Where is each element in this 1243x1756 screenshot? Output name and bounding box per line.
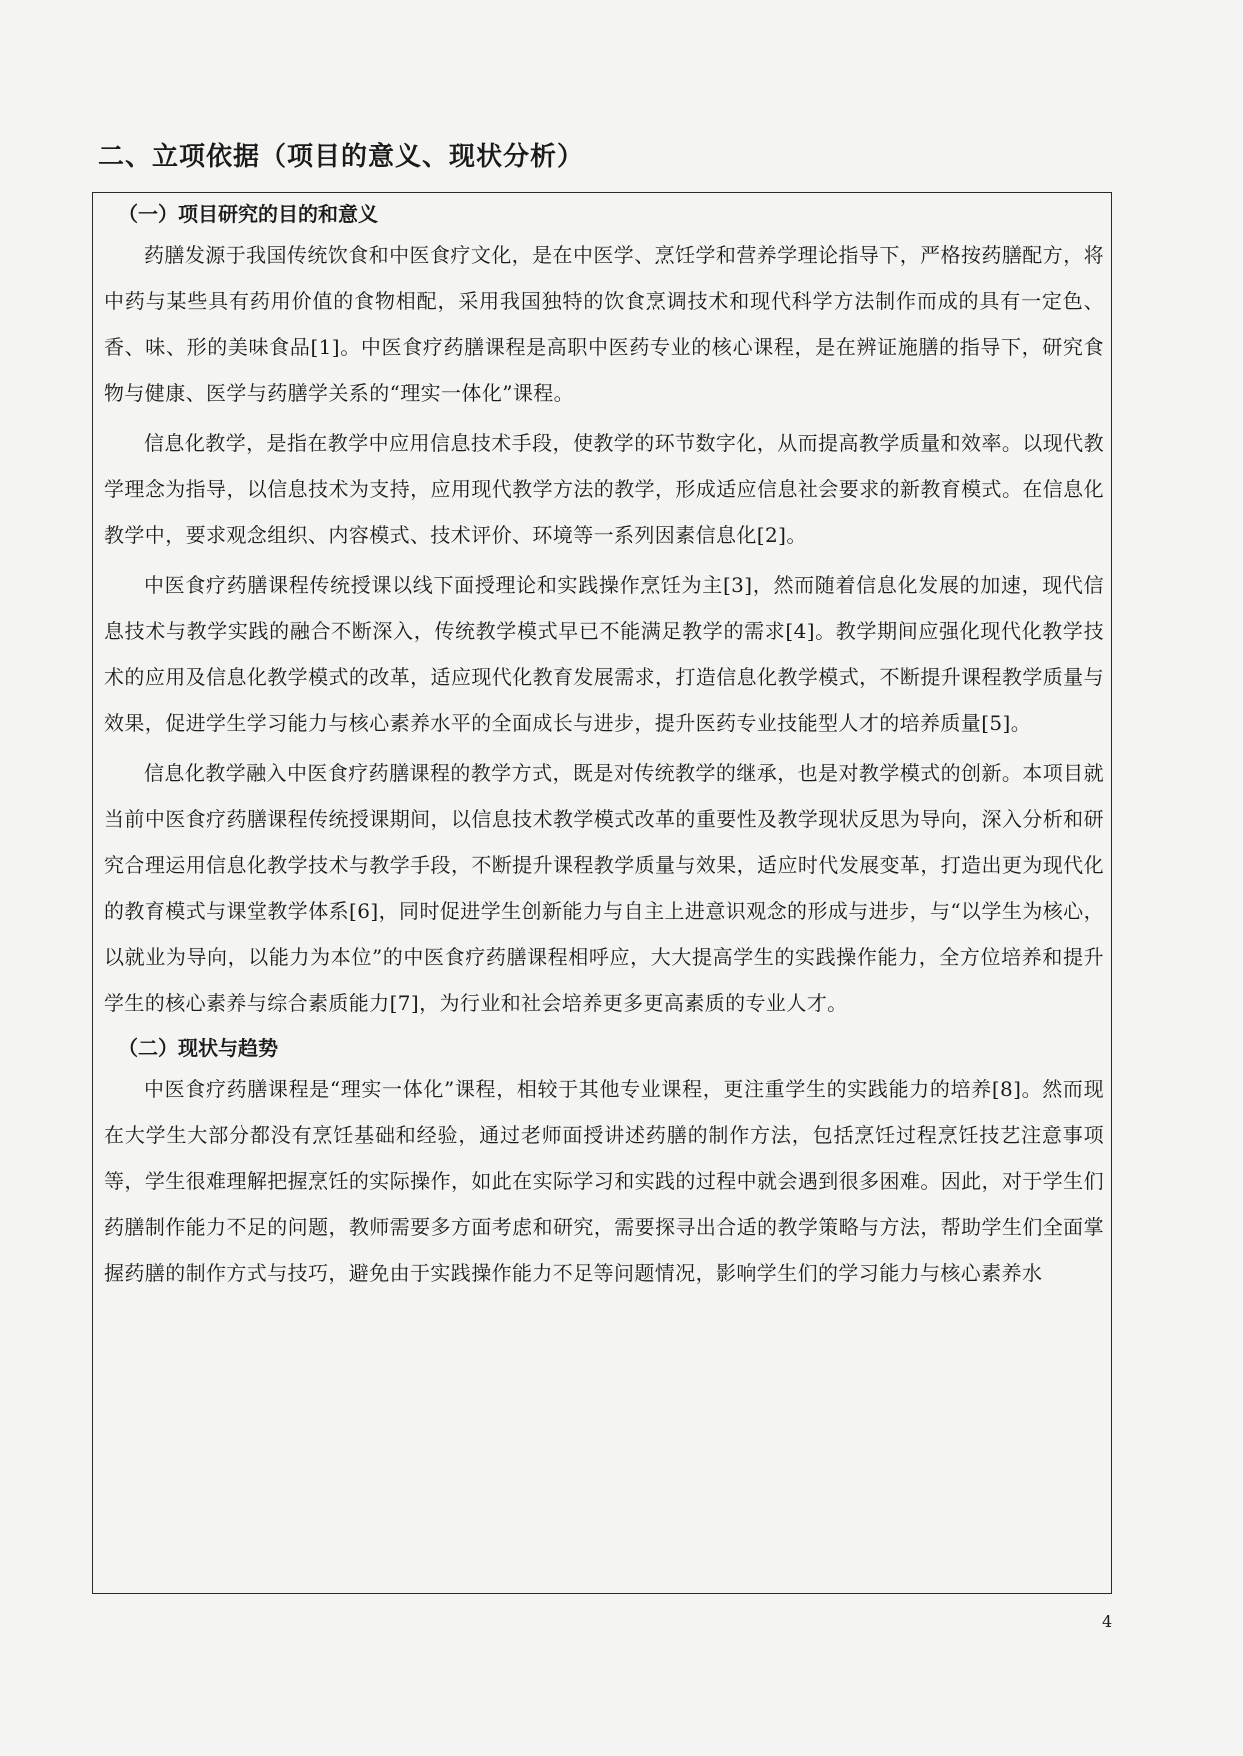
subsection-title-2: （二）现状与趋势 [118,1036,278,1060]
section-heading: 二、立项依据（项目的意义、现状分析） [98,142,585,172]
paragraph: 信息化教学，是指在教学中应用信息技术手段，使教学的环节数字化，从而提高教学质量和效率。以现代教学理念为指导，以信息技术为支持，应用现代教学方法的教学，形成适应信息社会要求的新教育模式。在信息化教学中，要求观念组织、内容模式、技术评价、环境等一系列因素信息化[2]。 [104,431,1104,547]
page-number: 4 [1102,1612,1113,1631]
content-body [104,196,1104,1300]
paragraph: 中医食疗药膳课程传统授课以线下面授理论和实践操作烹饪为主[3]，然而随着信息化发展的加速，现代信息技术与教学实践的融合不断深入，传统教学模式早已不能满足教学的需求[4]。教学期间应强化现代化教学技术的应用及信息化教学模式的改革，适应现代化教育发展需求，打造信息化教学模式，不断提升课程教学质量与效果，促进学生学习能力与核心素养水平的全面成长与进步，提升医药专业技能型人才的培养质量[5]。 [104,573,1104,735]
paragraph: 中医食疗药膳课程是“理实一体化”课程，相较于其他专业课程，更注重学生的实践能力的培养[8]。然而现在大学生大部分都没有烹饪基础和经验，通过老师面授讲述药膳的制作方法，包括烹饪过程烹饪技艺注意事项等，学生很难理解把握烹饪的实际操作，如此在实际学习和实践的过程中就会遇到很多困难。因此，对于学生们药膳制作能力不足的问题，教师需要多方面考虑和研究，需要探寻出合适的教学策略与方法，帮助学生们全面掌握药膳的制作方式与技巧，避免由于实践操作能力不足等问题情况，影响学生们的学习能力与核心素养水 [104,1077,1104,1285]
subsection-title-1: （一）项目研究的目的和意义 [118,202,378,226]
paragraph: 信息化教学融入中医食疗药膳课程的教学方式，既是对传统教学的继承，也是对教学模式的创新。本项目就当前中医食疗药膳课程传统授课期间，以信息技术教学模式改革的重要性及教学现状反思为导向，深入分析和研究合理运用信息化教学技术与教学手段，不断提升课程教学质量与效果，适应时代发展变革，打造出更为现代化的教育模式与课堂教学体系[6]，同时促进学生创新能力与自主上进意识观念的形成与进步，与“以学生为核心，以就业为导向，以能力为本位”的中医食疗药膳课程相呼应，大大提高学生的实践操作能力，全方位培养和提升学生的核心素养与综合素质能力[7]，为行业和社会培养更多更高素质的专业人才。 [104,761,1104,1015]
paragraph: 药膳发源于我国传统饮食和中医食疗文化，是在中医学、烹饪学和营养学理论指导下，严格按药膳配方，将中药与某些具有药用价值的食物相配，采用我国独特的饮食烹调技术和现代科学方法制作而成的具有一定色、香、味、形的美味食品[1]。中医食疗药膳课程是高职中医药专业的核心课程，是在辨证施膳的指导下，研究食物与健康、医学与药膳学关系的“理实一体化”课程。 [104,243,1104,405]
